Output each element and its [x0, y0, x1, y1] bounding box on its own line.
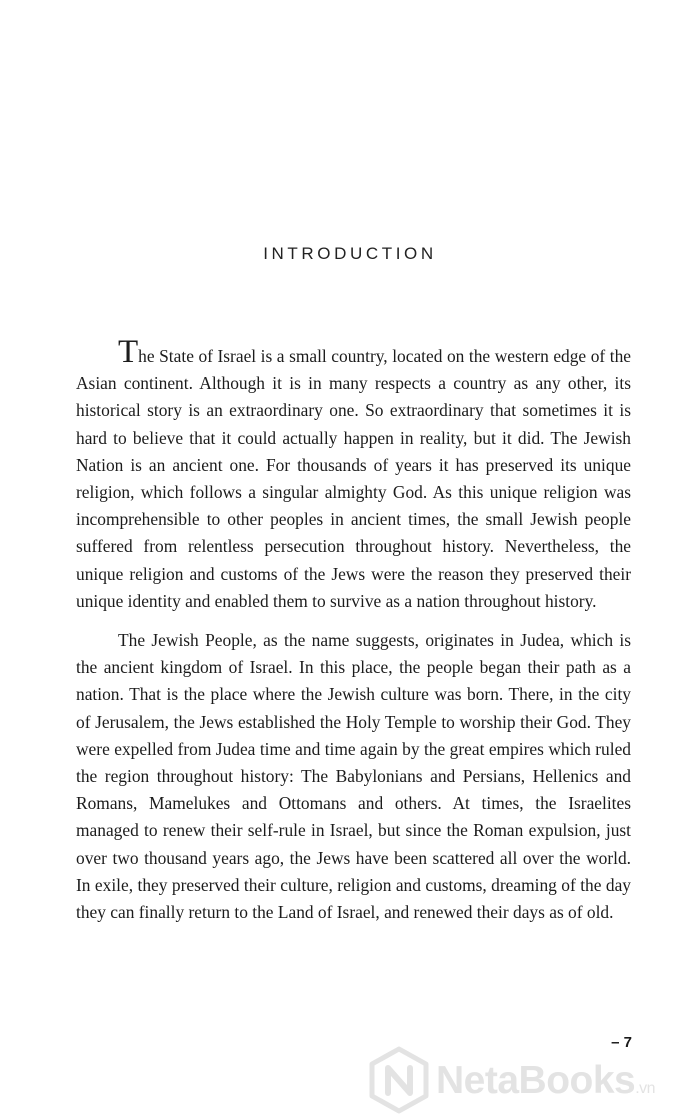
netabooks-logo-icon: [364, 1045, 434, 1115]
chapter-body: [76, 336, 631, 926]
watermark-brand: NetaBooks: [436, 1059, 636, 1102]
drop-initial: T: [118, 334, 139, 370]
paragraph-2: The Jewish People, as the name suggests, originates in Judea, which is the ancient kingdom of Israel. In this place, the people began their path as a nation. That is the place where the Jewish culture was born. There, in the city of Jerusalem, the Jews established the Holy Temple to worship their God. They were expelled from Judea time and time again by the great empires which ruled the region throughout history: The Babylonians and Persians, Hellenics and Romans, Mamelukes and Ottomans and others. At times, the Israelites managed to renew their self-rule in Israel, but since the Roman expulsion, just over two thousand years ago, the Jews have been scattered all over the world. In exile, they preserved their culture, religion and customs, dreaming of the day they can finally return to the Land of Israel, and renewed their days as of old.: [76, 630, 631, 923]
paragraph-1: [76, 336, 631, 615]
paragraph-1-text: he State of Israel is a small country, located on the western edge of the Asian continent. Although it is in many respects a country as any other, its historical story is an extraordinary one. So extraordinary that sometimes it is hard to believe that it could actually happen in reality, but it did. The Jewish Nation is an ancient one. For thousands of years it has preserved its unique religion, which follows a singular almighty God. As this unique religion was incomprehensible to other peoples in ancient times, the small Jewish people suffered from relentless persecution throughout history. Nevertheless, the unique religion and customs of the Jews were the reason they preserved their unique identity and enabled them to survive as a nation throughout history.: [76, 346, 631, 611]
watermark: [364, 1045, 700, 1115]
watermark-text: [436, 1059, 655, 1103]
watermark-suffix: .vn: [635, 1080, 656, 1097]
page-number: – 7: [611, 1034, 632, 1051]
chapter-title: INTRODUCTION: [263, 244, 437, 263]
